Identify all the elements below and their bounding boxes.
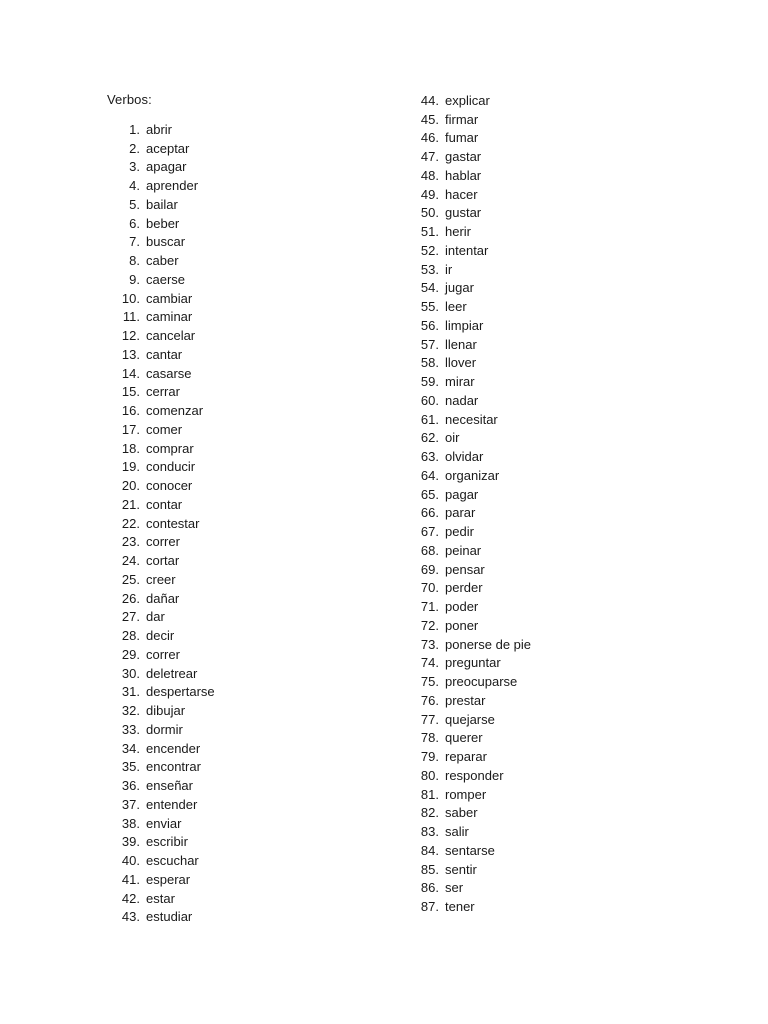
verb-word: casarse [146,365,192,381]
verb-list-item [107,476,215,495]
item-number: 18. [121,440,140,456]
verb-word: comprar [146,440,194,456]
verb-word: mirar [445,374,475,390]
verb-list-item [406,766,531,785]
verb-list-item [406,279,531,298]
item-number: 25. [121,571,140,587]
item-number: 54. [420,280,439,296]
verb-word: estudiar [146,909,193,925]
verb-list-item [406,447,531,466]
verb-word: prestar [445,692,486,708]
verb-word: encontrar [146,759,201,775]
verb-word: apagar [146,159,187,175]
verb-list-item [406,710,531,729]
verb-list-item [406,654,531,673]
verb-list-item [406,522,531,541]
verb-word: hacer [445,186,478,202]
item-number: 52. [420,242,439,258]
verb-word: dañar [146,590,180,606]
verb-list-item [107,308,215,327]
verb-list-item [406,185,531,204]
verb-list-item [107,758,215,777]
verb-list-item [406,485,531,504]
verb-list-item [406,541,531,560]
item-number: 78. [420,730,439,746]
verb-word: decir [146,628,175,644]
item-number: 28. [121,628,140,644]
verb-word: necesitar [445,411,498,427]
verb-list-item [406,747,531,766]
verb-word: sentarse [445,842,495,858]
item-number: 33. [121,721,140,737]
item-number: 41. [121,871,140,887]
item-number: 87. [420,899,439,915]
verb-word: herir [445,224,472,240]
verb-word: ir [445,261,453,277]
item-number: 53. [420,261,439,277]
verb-word: caminar [146,309,193,325]
item-number: 67. [420,524,439,540]
verb-word: ponerse de pie [445,636,532,652]
verb-list-item [107,176,215,195]
item-number: 13. [121,346,140,362]
item-number: 35. [121,759,140,775]
verb-word: beber [146,215,180,231]
item-number: 83. [420,824,439,840]
verb-list-item [107,870,215,889]
verb-word: dormir [146,721,183,737]
item-number: 12. [121,328,140,344]
item-number: 55. [420,299,439,315]
item-number: 6. [129,215,140,231]
verb-list-item [406,204,531,223]
item-number: 61. [420,411,439,427]
item-number: 45. [420,111,439,127]
item-number: 8. [129,253,140,269]
verb-word: deletrear [146,665,198,681]
verb-word: saber [445,805,478,821]
verb-list-item [107,908,215,927]
verb-list-item [107,701,215,720]
verb-list-item [406,897,531,916]
item-number: 80. [420,767,439,783]
verb-word: bailar [146,196,178,212]
verb-word: llover [445,355,477,371]
verb-list-item [107,814,215,833]
item-number: 60. [420,392,439,408]
verb-list-item [107,270,215,289]
item-number: 22. [121,515,140,531]
verb-word: enseñar [146,778,193,794]
item-number: 38. [121,815,140,831]
item-number: 29. [121,646,140,662]
item-number: 72. [420,617,439,633]
verb-word: reparar [445,749,487,765]
item-number: 48. [420,167,439,183]
item-number: 1. [129,121,140,137]
verb-word: hablar [445,167,482,183]
verb-list-item [406,616,531,635]
verb-list-item [406,822,531,841]
verb-word: cancelar [146,328,196,344]
verb-list-item [406,110,531,129]
item-number: 86. [420,880,439,896]
verb-list-item [107,833,215,852]
verb-word: firmar [445,111,479,127]
verb-list-item [406,860,531,879]
verb-word: nadar [445,392,479,408]
item-number: 37. [121,796,140,812]
item-number: 39. [121,834,140,850]
item-number: 85. [420,861,439,877]
verb-word: escribir [146,834,188,850]
item-number: 19. [121,459,140,475]
verb-list-item [107,420,215,439]
item-number: 74. [420,655,439,671]
verb-list-item [406,129,531,148]
verb-list-item [406,504,531,523]
verb-word: gastar [445,149,482,165]
verb-list-item [107,776,215,795]
item-number: 3. [129,159,140,175]
verb-word: comer [146,421,183,437]
item-number: 44. [420,92,439,108]
item-number: 2. [129,140,140,156]
item-number: 11. [122,309,140,325]
verb-word: tener [445,899,475,915]
verb-word: correr [146,534,180,550]
verb-word: oir [445,430,460,446]
verb-list-item [107,683,215,702]
verb-word: fumar [445,130,479,146]
verb-list-item [406,241,531,260]
verb-word: preocuparse [445,674,518,690]
verb-word: correr [146,646,180,662]
item-number: 42. [121,890,140,906]
item-number: 73. [420,636,439,652]
verb-word: escuchar [146,853,199,869]
verb-list-right-column [406,91,531,916]
verb-list-item [107,495,215,514]
verb-list-item [406,335,531,354]
item-number: 76. [420,692,439,708]
verb-list-item [406,579,531,598]
item-number: 5. [129,196,140,212]
item-number: 70. [420,580,439,596]
verb-list-item [406,297,531,316]
item-number: 59. [420,374,439,390]
item-number: 79. [420,749,439,765]
verb-list-item [107,608,215,627]
verb-word: querer [445,730,483,746]
verb-list-item [406,672,531,691]
verb-word: salir [445,824,469,840]
verb-list-item [107,139,215,158]
verb-word: pensar [445,561,485,577]
verb-word: caber [146,253,179,269]
verb-list-item [107,326,215,345]
verb-list-item [107,514,215,533]
item-number: 57. [420,336,439,352]
item-number: 27. [121,609,140,625]
verb-list-item [406,354,531,373]
item-number: 75. [420,674,439,690]
verb-list-item [107,533,215,552]
verb-list-item [406,879,531,898]
verb-list-item [406,466,531,485]
item-number: 50. [420,205,439,221]
verb-word: cerrar [146,384,180,400]
verb-word: encender [146,740,201,756]
verb-word: contar [146,496,183,512]
verb-list-item [406,391,531,410]
verb-word: gustar [445,205,482,221]
verb-word: poder [445,599,479,615]
verb-list-item [107,645,215,664]
verb-word: responder [445,767,504,783]
verb-word: despertarse [146,684,215,700]
verb-list-item [107,195,215,214]
verb-list-item [107,233,215,252]
item-number: 4. [129,178,140,194]
item-number: 26. [121,590,140,606]
item-number: 65. [420,486,439,502]
item-number: 20. [121,478,140,494]
verb-word: estar [146,890,175,906]
verb-list-item [107,626,215,645]
item-number: 69. [420,561,439,577]
item-number: 10. [121,290,140,306]
item-number: 47. [420,149,439,165]
verb-list-item [107,889,215,908]
item-number: 40. [121,853,140,869]
verb-list-item [406,372,531,391]
verb-word: peinar [445,542,482,558]
verb-list-item [406,316,531,335]
verb-list-item [107,458,215,477]
verb-word: buscar [146,234,186,250]
item-number: 82. [420,805,439,821]
verb-list-item [107,551,215,570]
verb-list-item [406,260,531,279]
verb-list-item [406,785,531,804]
item-number: 7. [129,234,140,250]
verb-list-item [107,158,215,177]
verb-word: cambiar [146,290,193,306]
verb-word: organizar [445,467,500,483]
verb-word: explicar [445,92,490,108]
item-number: 77. [420,711,439,727]
verb-word: conocer [146,478,193,494]
verb-word: parar [445,505,476,521]
verb-word: aceptar [146,140,190,156]
verb-word: abrir [146,121,173,137]
verb-list-item [107,851,215,870]
verb-list-item [107,289,215,308]
verb-word: comenzar [146,403,204,419]
verb-list-left-column [107,120,215,926]
verb-list-item [107,589,215,608]
item-number: 68. [420,542,439,558]
verb-list-item [406,691,531,710]
item-number: 63. [420,449,439,465]
item-number: 51. [420,224,439,240]
verb-word: cantar [146,346,183,362]
item-number: 46. [420,130,439,146]
item-number: 66. [420,505,439,521]
item-number: 15. [121,384,140,400]
verb-word: caerse [146,271,186,287]
verb-list-item [406,729,531,748]
item-number: 23. [121,534,140,550]
verb-list-item [406,804,531,823]
verb-list-item [107,214,215,233]
item-number: 43. [121,909,140,925]
item-number: 30. [121,665,140,681]
verb-word: sentir [445,861,477,877]
verb-word: poner [445,617,479,633]
verb-list-item [107,401,215,420]
verb-word: creer [146,571,176,587]
item-number: 32. [121,703,140,719]
item-number: 34. [121,740,140,756]
verb-list-item [107,739,215,758]
verb-list-item [107,664,215,683]
item-number: 31. [121,684,140,700]
verb-word: leer [445,299,467,315]
item-number: 9. [129,271,140,287]
item-number: 24. [121,553,140,569]
verb-word: intentar [445,242,489,258]
verb-word: entender [146,796,198,812]
verb-word: jugar [445,280,474,296]
verb-list-item [107,439,215,458]
verb-word: ser [445,880,464,896]
verb-word: limpiar [445,317,484,333]
verb-word: preguntar [445,655,501,671]
verb-word: pagar [445,486,479,502]
verb-list-item [107,383,215,402]
item-number: 56. [420,317,439,333]
verb-list-item [406,410,531,429]
verb-list-item [107,120,215,139]
item-number: 14. [121,365,140,381]
verb-word: conducir [146,459,196,475]
verb-word: romper [445,786,487,802]
verb-list-item [107,720,215,739]
verb-word: esperar [146,871,191,887]
verb-word: dar [146,609,165,625]
item-number: 84. [420,842,439,858]
verb-list-item [107,364,215,383]
verb-word: olvidar [445,449,484,465]
verb-word: pedir [445,524,474,540]
item-number: 71. [420,599,439,615]
verb-list-item [406,841,531,860]
item-number: 49. [420,186,439,202]
item-number: 16. [121,403,140,419]
verb-list-item [406,91,531,110]
item-number: 64. [420,467,439,483]
verb-list-item [406,147,531,166]
verb-word: perder [445,580,483,596]
verb-list-item [406,560,531,579]
verb-word: cortar [146,553,180,569]
verb-list-item [406,166,531,185]
verb-word: quejarse [445,711,495,727]
item-number: 21. [121,496,140,512]
verb-list-item [107,251,215,270]
item-number: 17. [121,421,140,437]
verb-word: enviar [146,815,182,831]
list-heading: Verbos: [107,92,152,107]
item-number: 62. [420,430,439,446]
verb-list-item [406,597,531,616]
verb-word: aprender [146,178,199,194]
item-number: 36. [121,778,140,794]
verb-list-item [406,635,531,654]
verb-word: contestar [146,515,200,531]
item-number: 58. [420,355,439,371]
verb-list-item [406,222,531,241]
item-number: 81. [420,786,439,802]
verb-word: llenar [445,336,477,352]
verb-list-item [107,345,215,364]
verb-list-item [107,795,215,814]
verb-list-item [406,429,531,448]
verb-word: dibujar [146,703,186,719]
verb-list-item [107,570,215,589]
